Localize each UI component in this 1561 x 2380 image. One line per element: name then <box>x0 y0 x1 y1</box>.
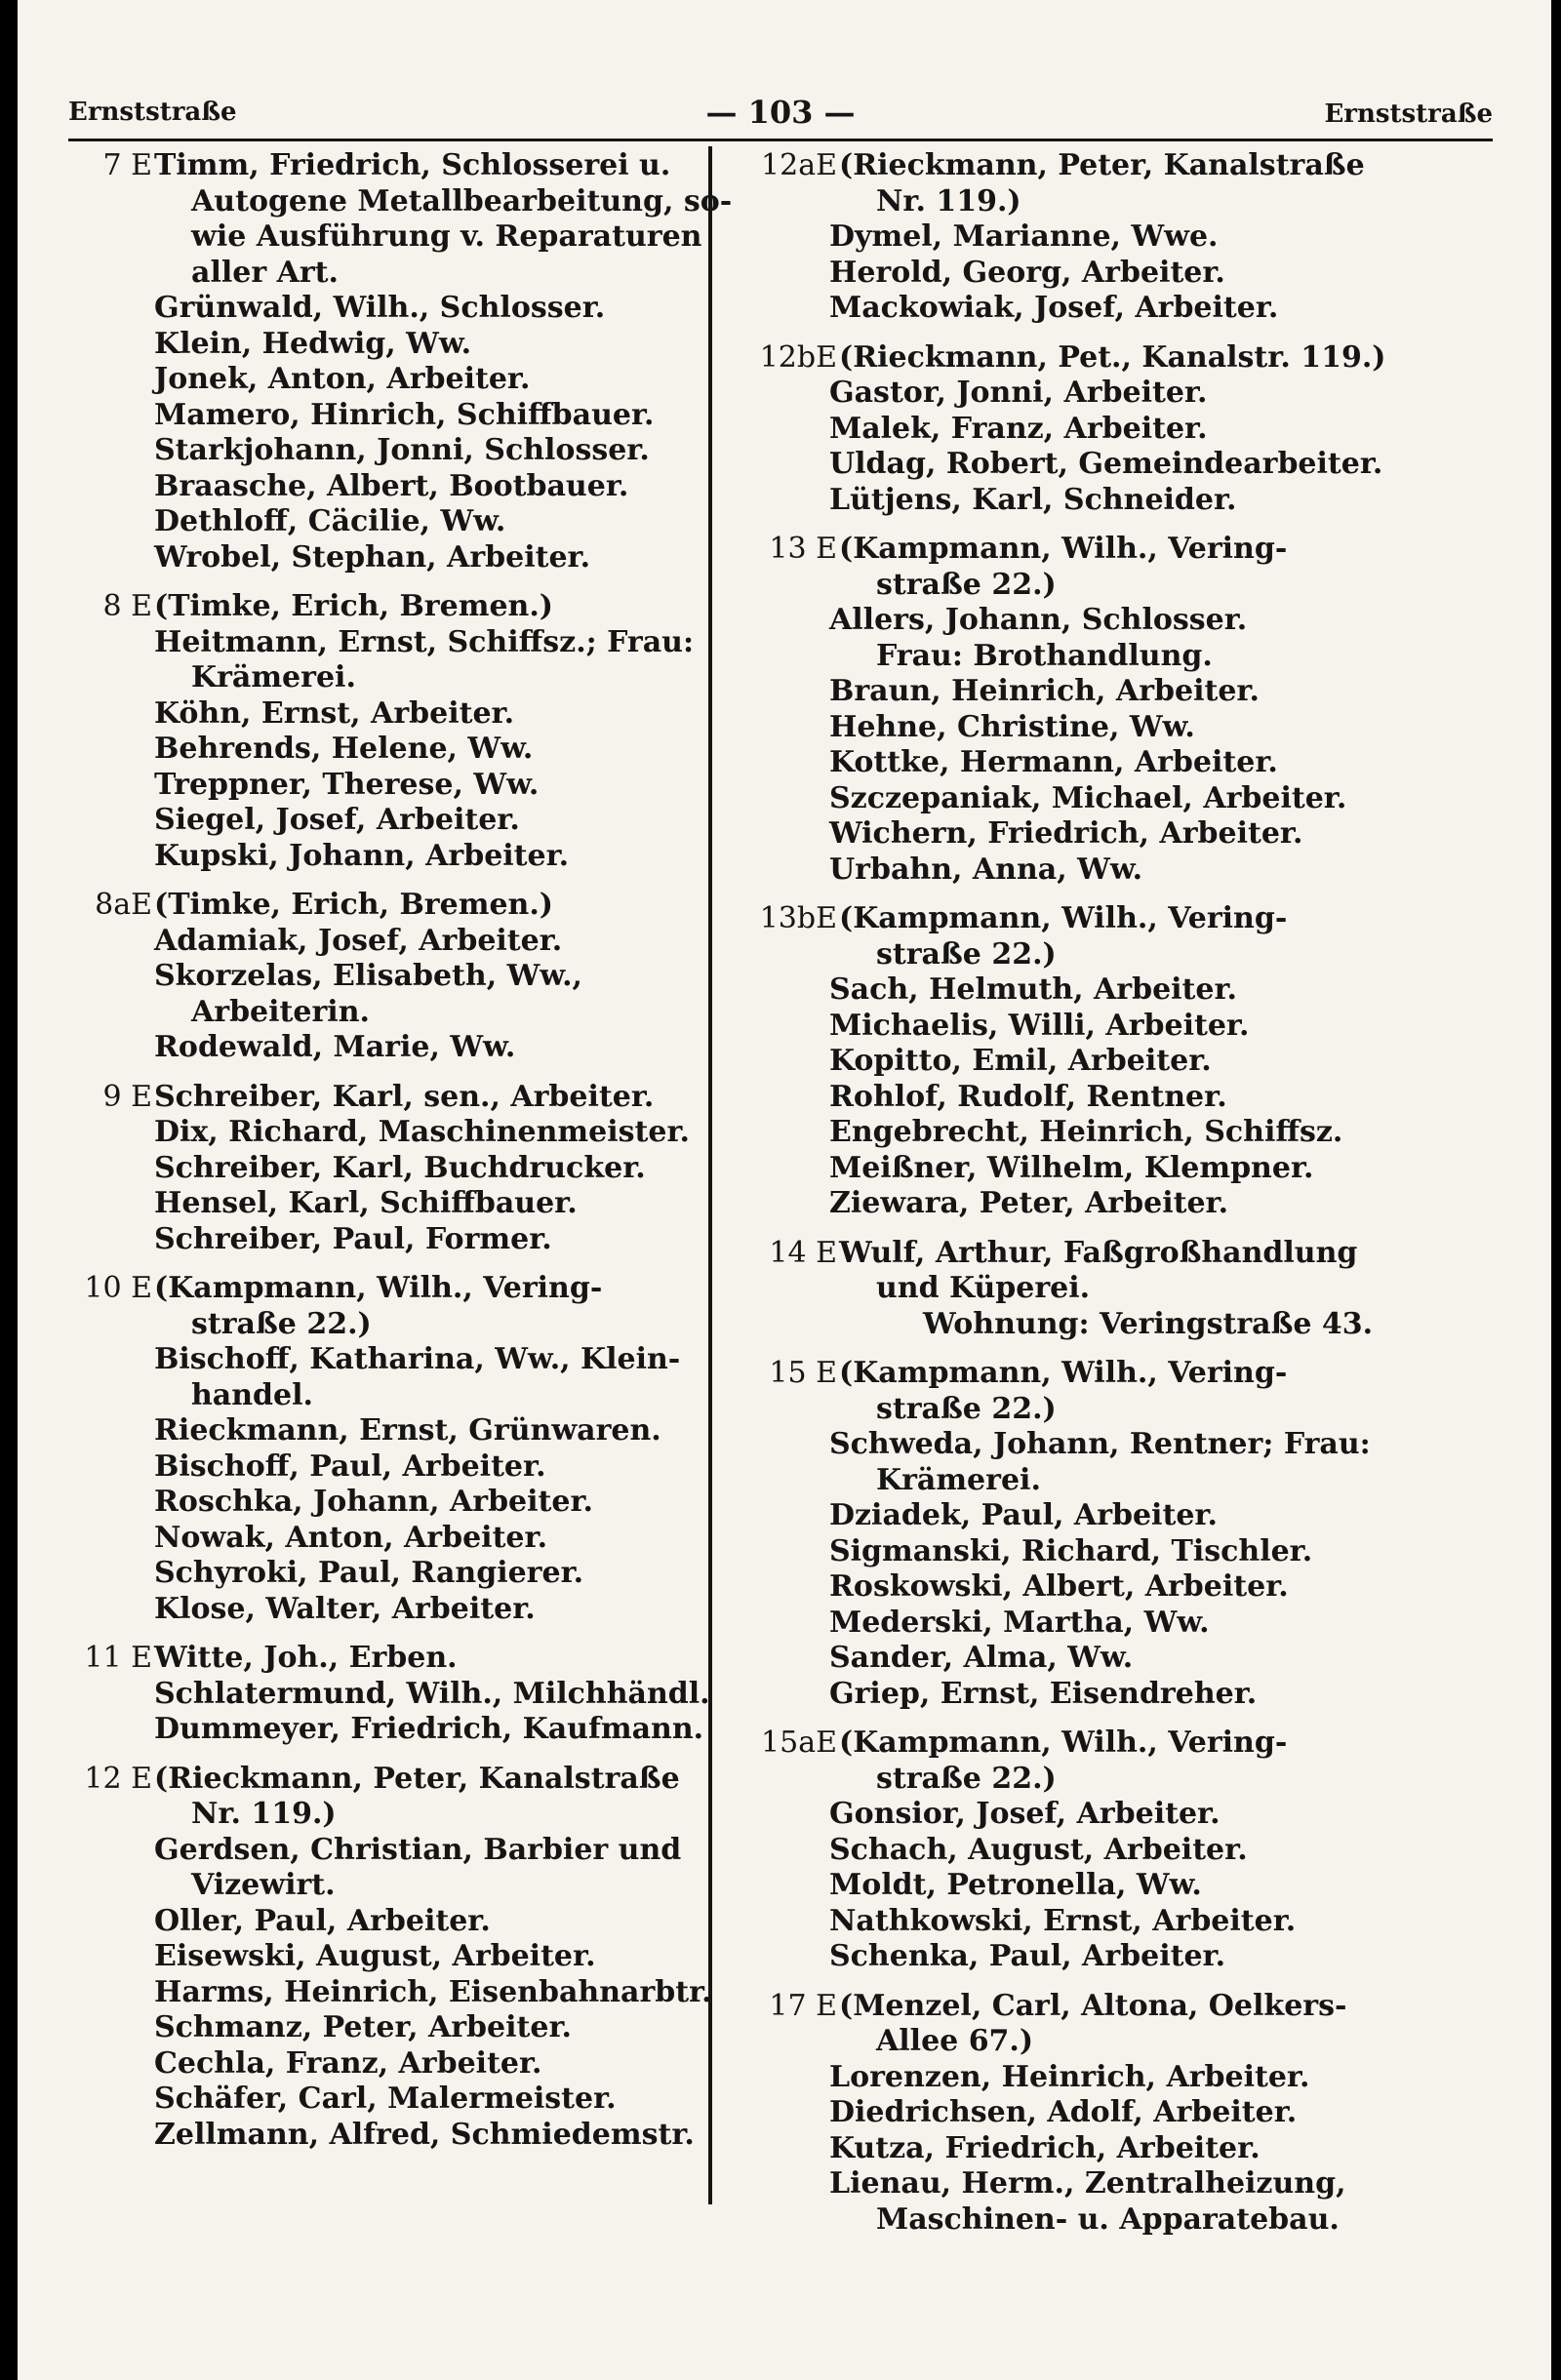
house-number: 9 E <box>102 1079 152 1114</box>
owner-line: (Menzel, Carl, Altona, Oelkers- <box>839 1988 1347 2023</box>
resident-line: Rohlof, Rudolf, Rentner. <box>829 1079 1227 1114</box>
resident-continued: Krämerei. <box>191 660 356 694</box>
owner-line: (Kampmann, Wilh., Vering- <box>839 901 1288 935</box>
house-number: 12 E <box>84 1761 152 1796</box>
resident-line: Klose, Walter, Arbeiter. <box>154 1591 536 1626</box>
resident-line: Braun, Heinrich, Arbeiter. <box>829 674 1260 708</box>
owner-line-continued: Autogene Metallbearbeitung, so- <box>191 183 733 218</box>
column-divider <box>708 146 712 2204</box>
house-entry <box>740 1236 1481 1343</box>
owner-line: (Timke, Erich, Bremen.) <box>154 589 553 623</box>
owner-line-continued: Wohnung: Veringstraße 43. <box>923 1306 1374 1341</box>
resident-line: Dymel, Marianne, Wwe. <box>829 219 1219 254</box>
owner-line: Wulf, Arthur, Faßgroßhandlung <box>839 1235 1358 1270</box>
house-number: 8 E <box>102 589 152 623</box>
resident-line: Kutza, Friedrich, Arbeiter. <box>829 2130 1261 2165</box>
owner-line: (Rieckmann, Peter, Kanalstraße <box>154 1761 680 1796</box>
resident-line: Braasche, Albert, Bootbauer. <box>154 468 629 503</box>
resident-line: Moldt, Petronella, Ww. <box>829 1868 1202 1902</box>
resident-line: Köhn, Ernst, Arbeiter. <box>154 695 515 731</box>
resident-line: Kupski, Johann, Arbeiter. <box>154 838 570 873</box>
house-entry <box>68 1761 712 2154</box>
resident-line: Schreiber, Paul, Former. <box>154 1221 552 1256</box>
owner-line: Timm, Friedrich, Schlosserei u. <box>154 148 671 182</box>
resident-line: Rieckmann, Ernst, Grünwaren. <box>154 1413 661 1448</box>
resident-line: Eisewski, August, Arbeiter. <box>154 1939 596 1973</box>
house-entry <box>740 901 1481 1222</box>
house-number: 11 E <box>84 1641 152 1675</box>
house-number: 10 E <box>84 1271 152 1305</box>
resident-line: Starkjohann, Jonni, Schlosser. <box>154 433 650 467</box>
resident-line: Sach, Helmuth, Arbeiter. <box>829 972 1237 1007</box>
resident-line: Wichern, Friedrich, Arbeiter. <box>829 816 1303 851</box>
resident-line: Kopitto, Emil, Arbeiter. <box>829 1044 1212 1078</box>
resident-line: Kottke, Hermann, Arbeiter. <box>829 745 1278 779</box>
owner-line-continued: wie Ausführung v. Reparaturen <box>191 219 702 254</box>
resident-line: Wrobel, Stephan, Arbeiter. <box>154 539 591 575</box>
resident-line: Mederski, Martha, Ww. <box>829 1605 1210 1640</box>
owner-line: (Kampmann, Wilh., Vering- <box>839 1726 1288 1760</box>
running-head-right: Ernststraße <box>1324 99 1493 129</box>
resident-line: Roskowski, Albert, Arbeiter. <box>829 1569 1289 1604</box>
resident-line: Lienau, Herm., Zentralheizung, <box>829 2166 1346 2201</box>
resident-line: Treppner, Therese, Ww. <box>154 767 540 802</box>
house-number: 13 E <box>769 532 837 566</box>
resident-line: Dziadek, Paul, Arbeiter. <box>829 1498 1218 1532</box>
resident-line: Schmanz, Peter, Arbeiter. <box>154 2010 572 2044</box>
resident-line: Nowak, Anton, Arbeiter. <box>154 1520 548 1555</box>
owner-line: (Rieckmann, Peter, Kanalstraße <box>839 148 1365 182</box>
house-number: 8aE <box>95 888 152 922</box>
resident-line: Sander, Alma, Ww. <box>829 1641 1134 1675</box>
resident-line: Bischoff, Paul, Arbeiter. <box>154 1448 546 1484</box>
right-column <box>740 148 1481 2238</box>
resident-line: Schweda, Johann, Rentner; Frau: <box>829 1427 1371 1461</box>
resident-line: Dix, Richard, Maschinenmeister. <box>154 1115 690 1149</box>
house-entry <box>740 1989 1481 2239</box>
resident-continued: Krämerei. <box>876 1462 1041 1497</box>
resident-line: Harms, Heinrich, Eisenbahnarbtr. <box>154 1974 712 2009</box>
resident-line: Heitmann, Ernst, Schiffsz.; Frau: <box>154 624 695 659</box>
resident-line: Engebrecht, Heinrich, Schiffsz. <box>829 1115 1343 1149</box>
house-entry <box>68 1080 702 1258</box>
resident-line: Cechla, Franz, Arbeiter. <box>154 2045 542 2081</box>
house-entry <box>68 888 702 1066</box>
resident-line: Michaelis, Willi, Arbeiter. <box>829 1008 1250 1043</box>
house-entry <box>740 1356 1481 1712</box>
resident-continued: Maschinen- u. Apparatebau. <box>876 2202 1340 2237</box>
resident-continued: Vizewirt. <box>191 1868 336 1902</box>
left-column <box>68 148 733 2153</box>
resident-line: Dummeyer, Friedrich, Kaufmann. <box>154 1712 704 1746</box>
owner-line: Witte, Joh., Erben. <box>154 1641 458 1675</box>
resident-line: Nathkowski, Ernst, Arbeiter. <box>829 1903 1297 1938</box>
resident-line: Herold, Georg, Arbeiter. <box>829 255 1225 290</box>
resident-line: Hehne, Christine, Ww. <box>829 709 1195 744</box>
resident-line: Lorenzen, Heinrich, Arbeiter. <box>829 2059 1310 2094</box>
house-entry <box>68 1271 702 1627</box>
resident-line: Skorzelas, Elisabeth, Ww., <box>154 959 582 993</box>
owner-line: Schreiber, Karl, sen., Arbeiter. <box>154 1079 655 1114</box>
owner-line: (Kampmann, Wilh., Vering- <box>839 532 1288 566</box>
resident-line: Schach, August, Arbeiter. <box>829 1832 1248 1867</box>
resident-line: Dethloff, Cäcilie, Ww. <box>154 504 506 538</box>
house-number: 15aE <box>761 1726 837 1760</box>
owner-line-continued: straße 22.) <box>191 1306 372 1341</box>
house-entry <box>68 148 733 575</box>
house-entry <box>740 532 1481 888</box>
owner-line: (Timke, Erich, Bremen.) <box>154 888 553 922</box>
owner-line-continued: aller Art. <box>191 255 339 290</box>
resident-line: Schyroki, Paul, Rangierer. <box>154 1556 584 1590</box>
resident-line: Meißner, Wilhelm, Klempner. <box>829 1150 1314 1185</box>
owner-line-continued: straße 22.) <box>876 567 1057 602</box>
house-number: 14 E <box>769 1235 837 1270</box>
running-head-left: Ernststraße <box>68 98 237 127</box>
resident-line: Mamero, Hinrich, Schiffbauer. <box>154 397 655 432</box>
header-rule <box>68 139 1493 141</box>
house-number: 17 E <box>769 1988 837 2023</box>
resident-line: Lütjens, Karl, Schneider. <box>829 482 1237 517</box>
house-entry <box>68 1641 710 1748</box>
house-number: 15 E <box>769 1356 837 1390</box>
resident-line: Gastor, Jonni, Arbeiter. <box>829 376 1208 410</box>
resident-line: Behrends, Helene, Ww. <box>154 732 534 766</box>
resident-line: Schreiber, Karl, Buchdrucker. <box>154 1150 646 1185</box>
house-entry <box>740 1726 1481 1975</box>
page-header <box>68 94 1493 137</box>
resident-line: Siegel, Josef, Arbeiter. <box>154 803 520 837</box>
resident-line: Hensel, Karl, Schiffbauer. <box>154 1186 578 1220</box>
owner-line-continued: Allee 67.) <box>876 2024 1034 2058</box>
owner-line-continued: straße 22.) <box>876 1391 1057 1426</box>
resident-line: Mackowiak, Josef, Arbeiter. <box>829 291 1279 325</box>
resident-line: Gerdsen, Christian, Barbier und <box>154 1832 682 1867</box>
resident-line: Bischoff, Katharina, Ww., Klein- <box>154 1342 681 1376</box>
owner-line-continued: Nr. 119.) <box>876 183 1021 218</box>
resident-continued: Arbeiterin. <box>191 994 370 1029</box>
house-entry <box>740 148 1481 327</box>
house-number: 12aE <box>761 148 837 182</box>
owner-line: (Kampmann, Wilh., Vering- <box>839 1356 1288 1390</box>
owner-line-continued: Nr. 119.) <box>191 1797 337 1831</box>
owner-line-continued: straße 22.) <box>876 1761 1057 1796</box>
house-entry <box>740 340 1481 519</box>
resident-line: Griep, Ernst, Eisendreher. <box>829 1676 1258 1711</box>
resident-line: Gonsior, Josef, Arbeiter. <box>829 1797 1221 1831</box>
resident-line: Rodewald, Marie, Ww. <box>154 1030 516 1064</box>
resident-line: Grünwald, Wilh., Schlosser. <box>154 291 606 325</box>
house-number: 7 E <box>102 148 152 182</box>
resident-line: Sigmanski, Richard, Tischler. <box>829 1533 1313 1568</box>
owner-line: (Rieckmann, Pet., Kanalstr. 119.) <box>839 339 1386 375</box>
resident-line: Ziewara, Peter, Arbeiter. <box>829 1186 1229 1220</box>
resident-continued: Frau: Brothandlung. <box>876 638 1213 673</box>
resident-line: Jonek, Anton, Arbeiter. <box>154 362 531 396</box>
owner-line-continued: und Küperei. <box>876 1271 1091 1305</box>
directory-page <box>18 0 1551 2380</box>
resident-line: Szczepaniak, Michael, Arbeiter. <box>829 780 1347 815</box>
resident-line: Malek, Franz, Arbeiter. <box>829 411 1208 446</box>
house-number: 13bE <box>759 901 837 935</box>
resident-line: Klein, Hedwig, Ww. <box>154 326 472 361</box>
house-number: 12bE <box>759 339 837 375</box>
house-entry <box>68 589 702 874</box>
resident-line: Oller, Paul, Arbeiter. <box>154 1903 491 1938</box>
resident-line: Adamiak, Josef, Arbeiter. <box>154 923 563 958</box>
resident-line: Roschka, Johann, Arbeiter. <box>154 1485 593 1519</box>
resident-line: Schlatermund, Wilh., Milchhändl. <box>154 1676 710 1711</box>
resident-continued: handel. <box>191 1377 313 1412</box>
resident-line: Diedrichsen, Adolf, Arbeiter. <box>829 2095 1298 2129</box>
resident-line: Allers, Johann, Schlosser. <box>829 603 1248 637</box>
page-number: — 103 — <box>705 94 856 131</box>
resident-line: Zellmann, Alfred, Schmiedemstr. <box>154 2117 695 2152</box>
resident-line: Uldag, Robert, Gemeindearbeiter. <box>829 447 1383 481</box>
resident-line: Urbahn, Anna, Ww. <box>829 852 1143 887</box>
resident-line: Schenka, Paul, Arbeiter. <box>829 1939 1226 1973</box>
resident-line: Schäfer, Carl, Malermeister. <box>154 2082 617 2116</box>
owner-line-continued: straße 22.) <box>876 936 1057 972</box>
owner-line: (Kampmann, Wilh., Vering- <box>154 1271 603 1305</box>
